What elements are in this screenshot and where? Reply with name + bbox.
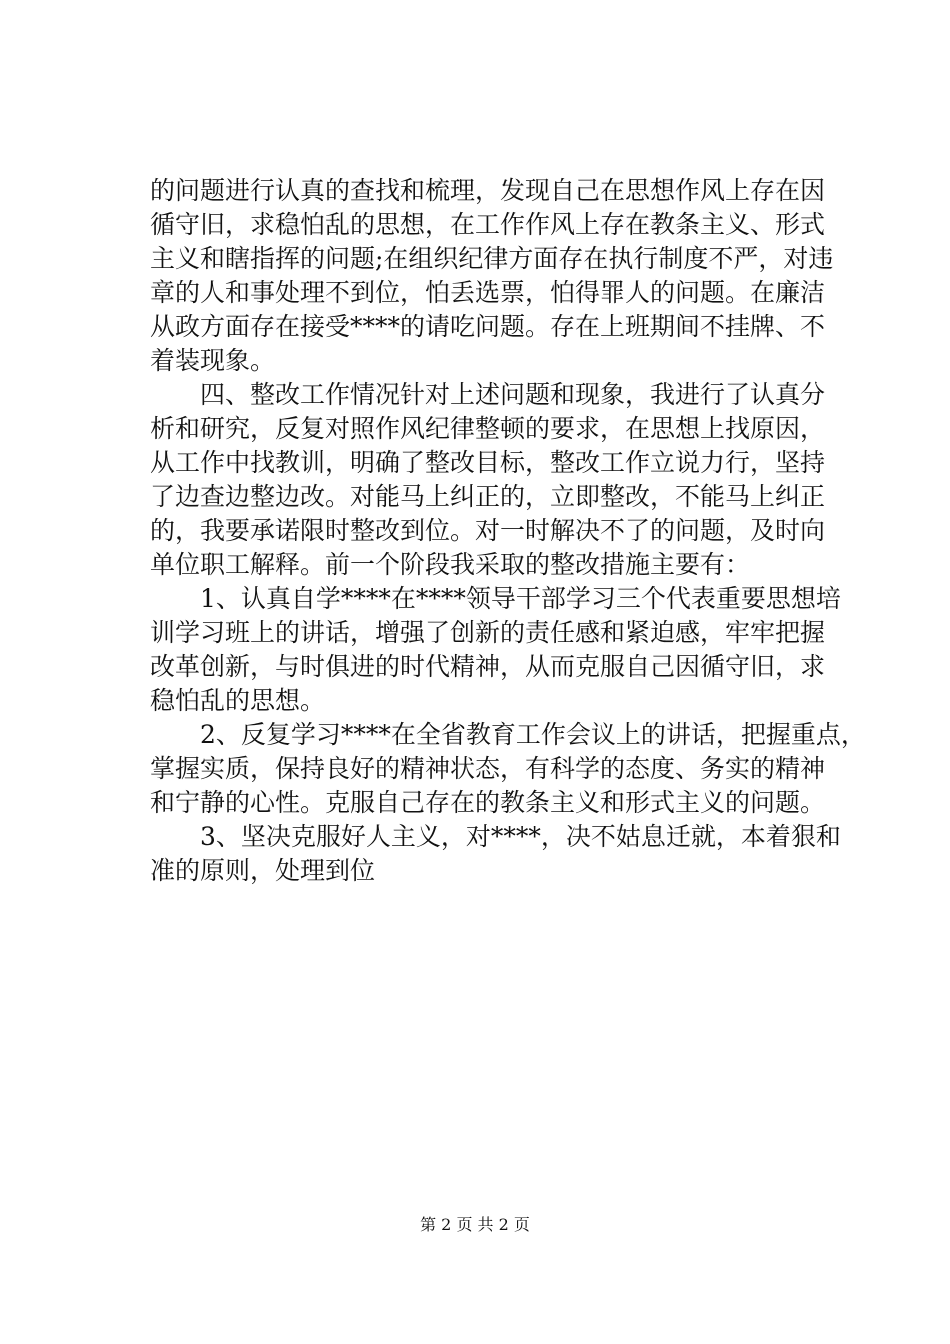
text-line: 的，我要承诺限时整改到位。对一时解决不了的问题，及时向 xyxy=(150,516,826,545)
body-text xyxy=(150,174,866,888)
text-line: 1、认真自学****在****领导干部学习三个代表重要思想培 xyxy=(150,584,841,613)
text-line: 从工作中找教训，明确了整改目标，整改工作立说力行，坚持 xyxy=(150,448,826,477)
text-line: 准的原则，处理到位 xyxy=(150,856,376,885)
text-line: 单位职工解释。前一个阶段我采取的整改措施主要有： xyxy=(150,550,751,579)
text-line: 主义和瞎指挥的问题;在组织纪律方面存在执行制度不严，对违 xyxy=(150,244,834,273)
text-line: 的问题进行认真的查找和梳理，发现自己在思想作风上存在因 xyxy=(150,176,826,205)
text-line: 稳怕乱的思想。 xyxy=(150,686,326,715)
text-line: 2、反复学习****在全省教育工作会议上的讲话，把握重点， xyxy=(150,720,866,749)
text-line: 训学习班上的讲话，增强了创新的责任感和紧迫感，牢牢把握 xyxy=(150,618,826,647)
text-line: 循守旧，求稳怕乱的思想，在工作作风上存在教条主义、形式 xyxy=(150,210,826,239)
text-line: 和宁静的心性。克服自己存在的教条主义和形式主义的问题。 xyxy=(150,788,826,817)
text-line: 了边查边整边改。对能马上纠正的，立即整改，不能马上纠正 xyxy=(150,482,826,511)
text-line: 3、坚决克服好人主义，对****，决不姑息迁就，本着狠和 xyxy=(150,822,841,851)
text-line: 改革创新，与时俱进的时代精神，从而克服自己因循守旧，求 xyxy=(150,652,826,681)
text-line: 掌握实质，保持良好的精神状态，有科学的态度、务实的精神 xyxy=(150,754,826,783)
text-line: 从政方面存在接受****的请吃问题。存在上班期间不挂牌、不 xyxy=(150,312,826,341)
page-number-footer: 第 2 页 共 2 页 xyxy=(420,1215,530,1234)
text-line: 四、整改工作情况针对上述问题和现象，我进行了认真分 xyxy=(150,380,826,409)
text-line: 章的人和事处理不到位，怕丢选票，怕得罪人的问题。在廉洁 xyxy=(150,278,826,307)
text-line: 着装现象。 xyxy=(150,346,276,375)
text-line: 析和研究，反复对照作风纪律整顿的要求，在思想上找原因， xyxy=(150,414,826,443)
